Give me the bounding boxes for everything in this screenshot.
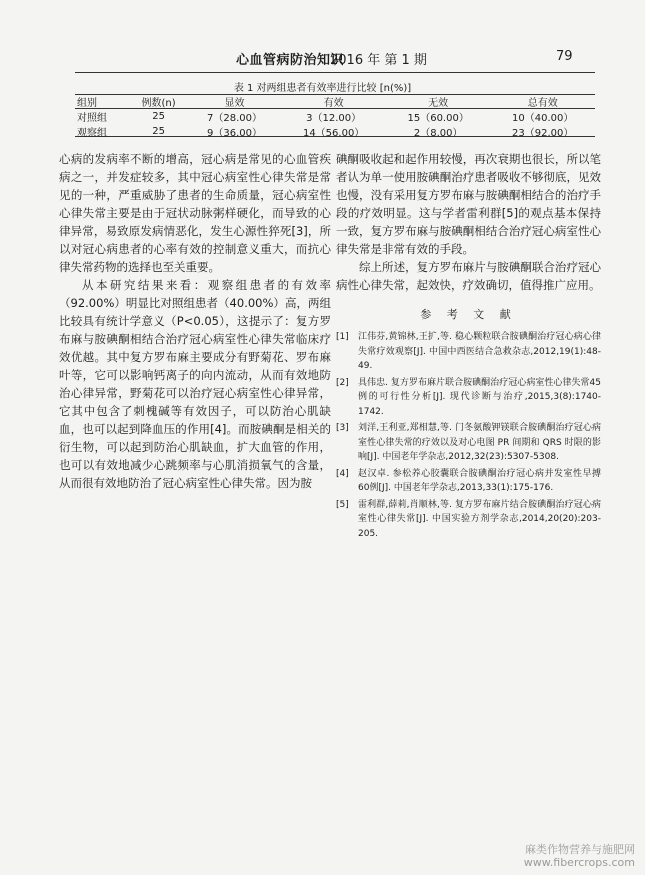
- left-column: [59, 150, 331, 492]
- table-cell: 对照组: [77, 113, 107, 124]
- reference-text: 江伟芬,黄锦林,王扩,等. 稳心颗粒联合胺碘酮治疗冠心病心律失常疗效观察[J]. 中国中西医结合急救杂志,2012,19(1):48-49.: [358, 332, 601, 371]
- journal-title: 心血管病防治知识: [236, 53, 345, 68]
- table-cell: 2（8.00）: [413, 128, 463, 139]
- reference-number: [4]: [336, 468, 349, 479]
- table-cell: 25: [152, 126, 165, 137]
- table-caption: 表 1 对两组患者有效率进行比较 [n(%)]: [233, 83, 412, 94]
- table-cell: 观察组: [77, 128, 107, 139]
- table-cell: 14（56.00）: [302, 128, 365, 139]
- table-row: [75, 124, 595, 139]
- reference-item: [336, 376, 601, 420]
- reference-text: 雷利群,薛莉,肖顺林,等. 复方罗布麻片结合胺碘酮治疗冠心病室性心律失常[J]. 中国实验方剂学杂志,2014,20(20):203-205.: [358, 499, 601, 539]
- table-cell: 25: [152, 111, 165, 122]
- body-paragraph: 综上所述，复方罗布麻片与胺碘酮联合治疗冠心病性心律失常，起效快，疗效确切，值得推广应用。: [336, 260, 601, 292]
- body-paragraph: 从本研究结果来看：观察组患者的有效率（92.00%）明显比对照组患者（40.00%）高，两组比较具有统计学意义（P<0.05），这提示了：复方罗布麻与胺碘酮相结合治疗冠心病室性心律失常临床疗效优越。其中复方罗布麻主要成分有野菊花、罗布麻叶等，它可以影响钙离子的向内流动，从而有效地防治心律异常，野菊花可以治疗冠心病室性心律异常，它其中包含了刺槐碱等有效因子，可以防治心肌缺血，也可以起到降血压的作用[4]。而胺碘酮是相关的衍生物，可以起到防治心肌缺血，扩大血管的作用，也可以有效地减少心跳频率与心肌消损氧气的含量，从而很有效地防治了冠心病室性心律失常。因为胺: [59, 278, 331, 490]
- running-head: [0, 49, 645, 69]
- table-header-cell: 有效: [323, 98, 344, 109]
- table-cell: 9（36.00）: [207, 128, 263, 139]
- reference-number: [2]: [336, 377, 349, 388]
- reference-item: [336, 498, 601, 542]
- reference-text: 刘洋,王利亚,郑相慧,等. 门冬氨酸钾镁联合胺碘酮治疗冠心病室性心律失常的疗效以及对心电图 PR 间期和 QRS 时限的影响[J]. 中国老年学杂志,2012,32(23):5307-5308.: [358, 423, 601, 462]
- table-header-cell: 组别: [77, 98, 97, 109]
- table-row: [75, 109, 595, 124]
- references-heading: 参 考 文 献: [420, 308, 517, 321]
- table-cell: 7（28.00）: [207, 113, 263, 124]
- reference-number: [5]: [336, 499, 349, 510]
- issue-label: 2016 年 第 1 期: [330, 53, 427, 68]
- table-cell: 3（12.00）: [306, 113, 362, 124]
- reference-number: [1]: [336, 332, 349, 342]
- table-cell: 23（92.00）: [512, 128, 574, 139]
- reference-number: [3]: [336, 423, 349, 433]
- site-watermark: [524, 843, 635, 869]
- reference-item: [336, 330, 601, 374]
- table-header-cell: 例数(n): [141, 98, 176, 109]
- body-paragraph: 心病的发病率不断的增高，冠心病是常见的心血管疾病之一，并发症较多，其中冠心病室性心律失常是常见的一种，严重威胁了患者的生命质量，冠心病室性心律失常主要是由于冠状动脉粥样硬化，而导致的心律异常，易致原发病情恶化，发生心源性猝死[3]，所以对冠心病患者的心率有效的控制意义重大，而抗心律失常药物的选择也至关重要。: [59, 152, 331, 274]
- table-header-cell: 总有效: [527, 98, 558, 109]
- reference-item: [336, 467, 601, 496]
- page-number: 79: [556, 49, 573, 64]
- body-paragraph: 碘酮吸收起和起作用较慢，再次衰期也很长，所以笔者认为单一使用胺碘酮治疗患者吸收不够彻底，见效也慢，没有采用复方罗布麻与胺碘酮相结合的治疗手段的疗效明显。这与学者雷利群[5]的观点基本保持一致，复方罗布麻与胺碘酮相结合治疗冠心病室性心律失常是非常有效的手段。: [336, 152, 601, 256]
- table-cell: 15（60.00）: [407, 113, 469, 124]
- reference-text: 具伟忠. 复方罗布麻片联合胺碘酮治疗冠心病室性心律失常45 例的可行性分析[J]. 现代诊断与治疗,2015,3(8):1740-1742.: [358, 377, 601, 417]
- table-header-cell: 无效: [428, 98, 449, 109]
- table-cell: 10（40.00）: [512, 113, 574, 124]
- watermark-url: www.fibercrops.com: [523, 856, 635, 869]
- watermark-title: 麻类作物营养与施肥网: [525, 843, 635, 856]
- header-rule: [75, 72, 595, 73]
- table-header-row: [75, 94, 595, 109]
- reference-text: 赵汉卓. 参松养心胶囊联合胺碘酮治疗冠心病并发室性早搏 60例[J]. 中国老年学杂志,2013,33(1):175-176.: [358, 468, 601, 493]
- efficacy-table: [75, 94, 595, 139]
- table-header-cell: 显效: [224, 98, 245, 109]
- right-column: [336, 150, 601, 543]
- reference-item: [336, 421, 601, 465]
